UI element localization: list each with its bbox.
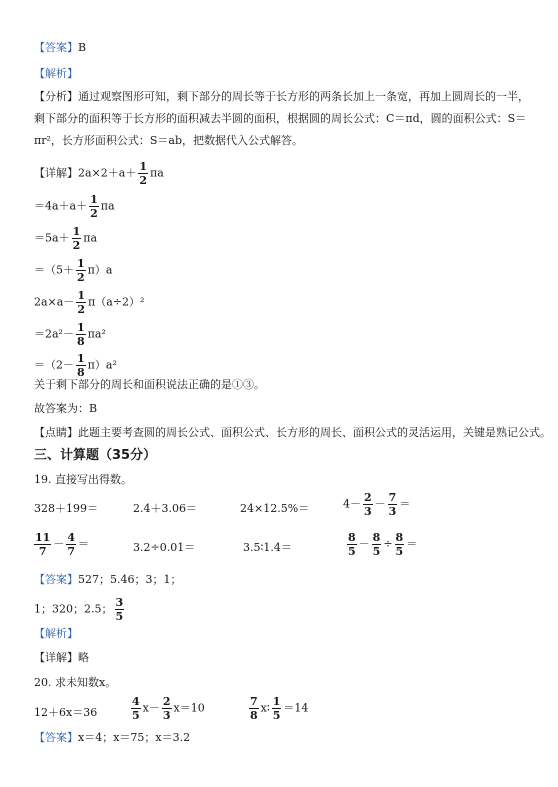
derivation-line-4 [34, 257, 112, 284]
denominator: 5 [348, 545, 356, 558]
section-heading: 三、计算题（35分） [34, 448, 157, 463]
operator: ÷ [383, 537, 393, 551]
denominator: 5 [132, 709, 140, 722]
numerator: 2 [364, 491, 372, 504]
expr-pre: 2a×a－ [34, 295, 75, 309]
expr-pre: 4－ [343, 497, 361, 511]
numerator: 1 [77, 257, 85, 270]
operator: x－ [142, 701, 160, 715]
operator: － [358, 537, 370, 551]
calc-item: 328＋199＝ [34, 502, 98, 515]
expr-post: π）a [87, 263, 113, 277]
q19-answer-line-1 [34, 573, 182, 587]
fraction [372, 531, 382, 558]
fraction [249, 695, 259, 722]
expr-post: πa [150, 166, 164, 180]
denominator: 2 [139, 174, 147, 187]
comment-tag: 【点睛】 [34, 426, 78, 439]
denominator: 5 [372, 545, 381, 558]
fraction [272, 695, 282, 722]
calc-item [345, 531, 417, 558]
numerator: 1 [77, 352, 85, 365]
q19-detail-line [34, 651, 89, 665]
fraction [76, 321, 86, 348]
fraction [89, 193, 99, 220]
numerator: 7 [250, 695, 258, 708]
final-answer-text: 故答案为：B [34, 402, 98, 415]
denominator: 8 [76, 335, 85, 348]
fraction [72, 225, 82, 252]
denominator: 3 [162, 709, 171, 722]
fraction [34, 531, 51, 558]
denominator: 7 [67, 545, 75, 558]
fraction [138, 160, 148, 187]
answer-text: x＝4；x＝75；x＝3.2 [78, 731, 191, 744]
numerator: 8 [372, 531, 381, 544]
calc-item: 24×12.5%＝ [240, 502, 310, 515]
expr-post: x＝10 [173, 701, 205, 715]
denominator: 5 [272, 709, 281, 722]
expr-pre: ＝5a＋ [34, 231, 70, 245]
numerator: 1 [72, 225, 81, 238]
analysis-tag: 【分析】 [34, 90, 78, 103]
expr-post: πa [100, 199, 115, 213]
numerator: 1 [90, 193, 98, 206]
expr-post: ＝ [406, 537, 418, 551]
denominator: 8 [250, 709, 258, 722]
fraction [76, 257, 86, 284]
denominator: 5 [115, 610, 124, 623]
calc-item [32, 531, 89, 558]
fraction [162, 695, 172, 722]
fraction [347, 531, 357, 558]
denominator: 2 [77, 303, 85, 316]
detail-tag: 【详解】 [34, 651, 78, 664]
q20-answer-line [34, 731, 190, 745]
expr-post: πa² [87, 327, 106, 341]
fraction [363, 491, 373, 518]
derivation-line-6 [34, 321, 106, 348]
numerator: 4 [67, 531, 75, 544]
equation-2 [129, 695, 205, 722]
numerator: 7 [388, 491, 397, 504]
calc-item: 2.4＋3.06＝ [133, 502, 197, 515]
fraction [388, 491, 398, 518]
conclusion-text: 关于剩下部分的周长和面积说法正确的是①③。 [34, 378, 265, 391]
q18-analysis [34, 86, 534, 152]
detail-tag: 【详解】 [34, 166, 78, 180]
comment-text: 此题主要考查圆的周长公式、面积公式、长方形的周长、面积公式的灵活运用，关键是熟记公式。 [78, 426, 551, 439]
fraction [131, 695, 141, 722]
answer-tag: 【答案】 [34, 573, 78, 586]
denominator: 5 [395, 545, 404, 558]
q19-jiexi-tag [34, 627, 78, 641]
fraction [395, 531, 405, 558]
expr-pre: ＝（5＋ [34, 263, 74, 277]
numerator: 1 [139, 160, 147, 173]
numerator: 11 [35, 531, 51, 544]
expr-post: π（a÷2）² [88, 295, 145, 309]
equation-1: 12＋6x＝36 [34, 706, 98, 719]
derivation-line-7 [34, 352, 117, 379]
derivation-line-2 [34, 193, 115, 220]
expr-post: ＝ [77, 537, 89, 551]
numerator: 8 [348, 531, 356, 544]
numerator: 1 [76, 321, 85, 334]
detail-text: 略 [78, 651, 89, 664]
denominator: 2 [90, 207, 98, 220]
q19-title: 19. 直接写出得数。 [34, 473, 132, 486]
expr-pre: 2a×2＋a＋ [78, 166, 137, 180]
numerator: 2 [162, 695, 171, 708]
denominator: 2 [77, 271, 85, 284]
q20-title: 20. 求未知数x。 [34, 676, 117, 689]
answer-value: B [78, 41, 87, 54]
q19-answer-line-2 [34, 596, 126, 623]
operator: x∶ [260, 701, 270, 715]
fraction [66, 531, 76, 558]
derivation-line-1 [34, 160, 164, 187]
expr-pre: ＝（2－ [34, 358, 74, 372]
q18-jiexi-tag [34, 67, 78, 81]
fraction [76, 289, 86, 316]
answer-text: 1；320；2.5； [34, 602, 113, 616]
numerator: 1 [272, 695, 281, 708]
q18-answer-line [34, 41, 86, 55]
answer-tag: 【答案】 [34, 731, 78, 744]
denominator: 2 [72, 239, 81, 252]
comment-line [34, 426, 551, 440]
calc-item: 3.2÷0.01＝ [133, 541, 196, 554]
equation-3 [247, 695, 308, 722]
denominator: 3 [388, 505, 397, 518]
calc-item [343, 491, 410, 518]
expr-post: ＝14 [283, 701, 309, 715]
operator: － [53, 537, 65, 551]
operator: － [374, 497, 386, 511]
denominator: 3 [364, 505, 372, 518]
derivation-line-3 [34, 225, 97, 252]
answer-text: 527；5.46；3；1； [78, 573, 182, 586]
calc-item: 3.5∶1.4＝ [243, 541, 292, 554]
numerator: 3 [115, 596, 124, 609]
expr-pre: ＝4a＋a＋ [34, 199, 88, 213]
expr-post: π）a² [87, 358, 117, 372]
fraction [76, 352, 86, 379]
numerator: 1 [77, 289, 85, 302]
jiexi-tag: 【解析】 [34, 627, 78, 640]
derivation-line-5 [34, 289, 144, 316]
expr-pre: ＝2a²－ [34, 327, 74, 341]
expr-post: πa [83, 231, 98, 245]
expr-post: ＝ [399, 497, 411, 511]
denominator: 8 [77, 366, 85, 379]
answer-tag: 【答案】 [34, 41, 78, 54]
denominator: 7 [38, 545, 47, 558]
numerator: 8 [395, 531, 404, 544]
fraction [115, 596, 125, 623]
analysis-text: 通过观察图形可知，剩下部分的周长等于长方形的两条长加上一条宽，再加上圆周长的一半，剩下部分的面积等于长方形的面积减去半圆的面积，根据圆的周长公式：C＝πd，圆的面积公式：S＝πr²，长方形面积公式：S＝ab，把数据代入公式解答。 [34, 90, 529, 147]
numerator: 4 [132, 695, 140, 708]
jiexi-tag: 【解析】 [34, 67, 78, 80]
